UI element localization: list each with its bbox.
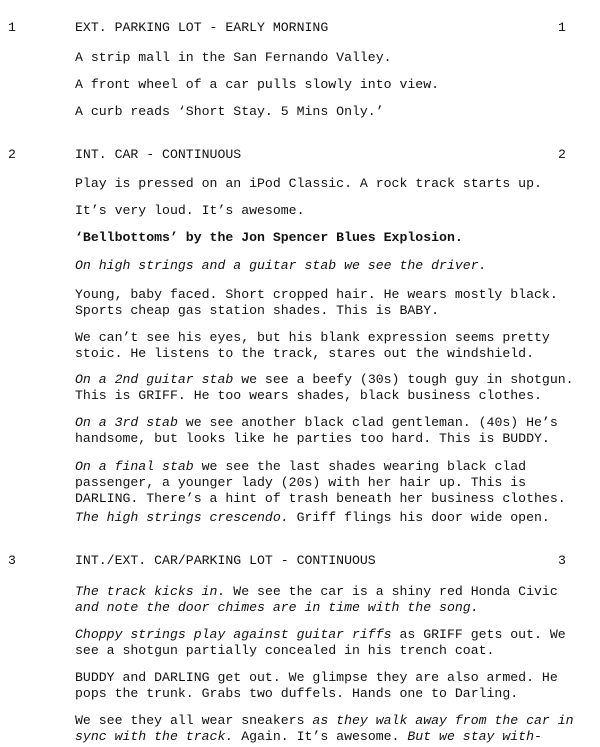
italic-mid: as they walk away from the car in sync with the track. xyxy=(75,713,574,744)
paragraph-rest: We see the car is a shiny red Honda Civic xyxy=(233,584,558,599)
scene-number-right: 3 xyxy=(558,553,566,568)
italic-end: But we stay with- xyxy=(407,729,542,744)
italic-lead: On a final stab xyxy=(75,459,194,474)
scene-heading-3 xyxy=(0,553,600,569)
italic-lead: On a 2nd guitar stab xyxy=(75,372,234,387)
action-paragraph: Young, baby faced. Short cropped hair. He wears mostly black. Sports cheap gas station shades. This is BABY. xyxy=(75,287,558,318)
paragraph-rest: Griff flings his door wide open. xyxy=(288,510,550,525)
action-paragraph xyxy=(75,372,595,404)
action-paragraph xyxy=(75,713,595,745)
italic-lead: On a 3rd stab xyxy=(75,415,178,430)
action-paragraph: We can’t see his eyes, but his blank expression seems pretty stoic. He listens to the track, stares out the windshield. xyxy=(75,330,550,361)
scene-heading-1 xyxy=(0,20,600,36)
paragraph-pre: We see they all wear sneakers xyxy=(75,713,313,728)
italic-lead: The high strings crescendo. xyxy=(75,510,289,525)
italic-lead: Choppy strings play against guitar riffs xyxy=(75,627,392,642)
scene-number-left: 1 xyxy=(8,20,16,35)
paragraph-rest: we see a beefy (30s) tough guy in shotgun. This is GRIFF. He too wears shades, black business clothes. xyxy=(75,372,574,403)
scene-number-right: 1 xyxy=(558,20,566,35)
scene-heading-text: INT. CAR - CONTINUOUS xyxy=(75,147,242,162)
scene-heading-text: INT./EXT. CAR/PARKING LOT - CONTINUOUS xyxy=(75,553,376,568)
action-line: It’s very loud. It’s awesome. xyxy=(75,203,305,218)
paragraph-rest: we see another black clad gentleman. (40s) He’s handsome, but looks like he parties too hard. This is BUDDY. xyxy=(75,415,558,446)
action-paragraph xyxy=(75,459,595,507)
scene-number-left: 2 xyxy=(8,147,16,162)
action-line: A curb reads ‘Short Stay. 5 Mins Only.’ xyxy=(75,104,384,119)
action-line: A strip mall in the San Fernando Valley. xyxy=(75,50,392,65)
paragraph-rest: we see the last shades wearing black clad passenger, a younger lady (20s) with her hair up. This is DARLING. There’s a hint of trash beneath her business clothes. xyxy=(75,459,566,506)
italic-tail: and note the door chimes are in time with the song. xyxy=(75,600,479,615)
action-paragraph xyxy=(75,627,595,659)
scene-number-left: 3 xyxy=(8,553,16,568)
action-line: Play is pressed on an iPod Classic. A rock track starts up. xyxy=(75,176,542,191)
paragraph-post: Again. It’s awesome. xyxy=(233,729,408,744)
action-line xyxy=(75,510,595,526)
action-line: A front wheel of a car pulls slowly into view. xyxy=(75,77,440,92)
italic-lead: The track kicks in. xyxy=(75,584,226,599)
scene-number-right: 2 xyxy=(558,147,566,162)
action-paragraph xyxy=(75,415,595,447)
action-paragraph: BUDDY and DARLING get out. We glimpse they are also armed. He pops the trunk. Grabs two duffels. Hands one to Darling. xyxy=(75,670,558,701)
action-paragraph xyxy=(75,584,595,616)
scene-heading-2 xyxy=(0,147,600,163)
paragraph-rest: as GRIFF gets out. We see a shotgun partially concealed in his trench coat. xyxy=(75,627,566,658)
song-title-line: ‘Bellbottoms’ by the Jon Spencer Blues Explosion. xyxy=(75,230,463,245)
action-line: On high strings and a guitar stab we see the driver. xyxy=(75,258,487,273)
scene-heading-text: EXT. PARKING LOT - EARLY MORNING xyxy=(75,20,329,35)
